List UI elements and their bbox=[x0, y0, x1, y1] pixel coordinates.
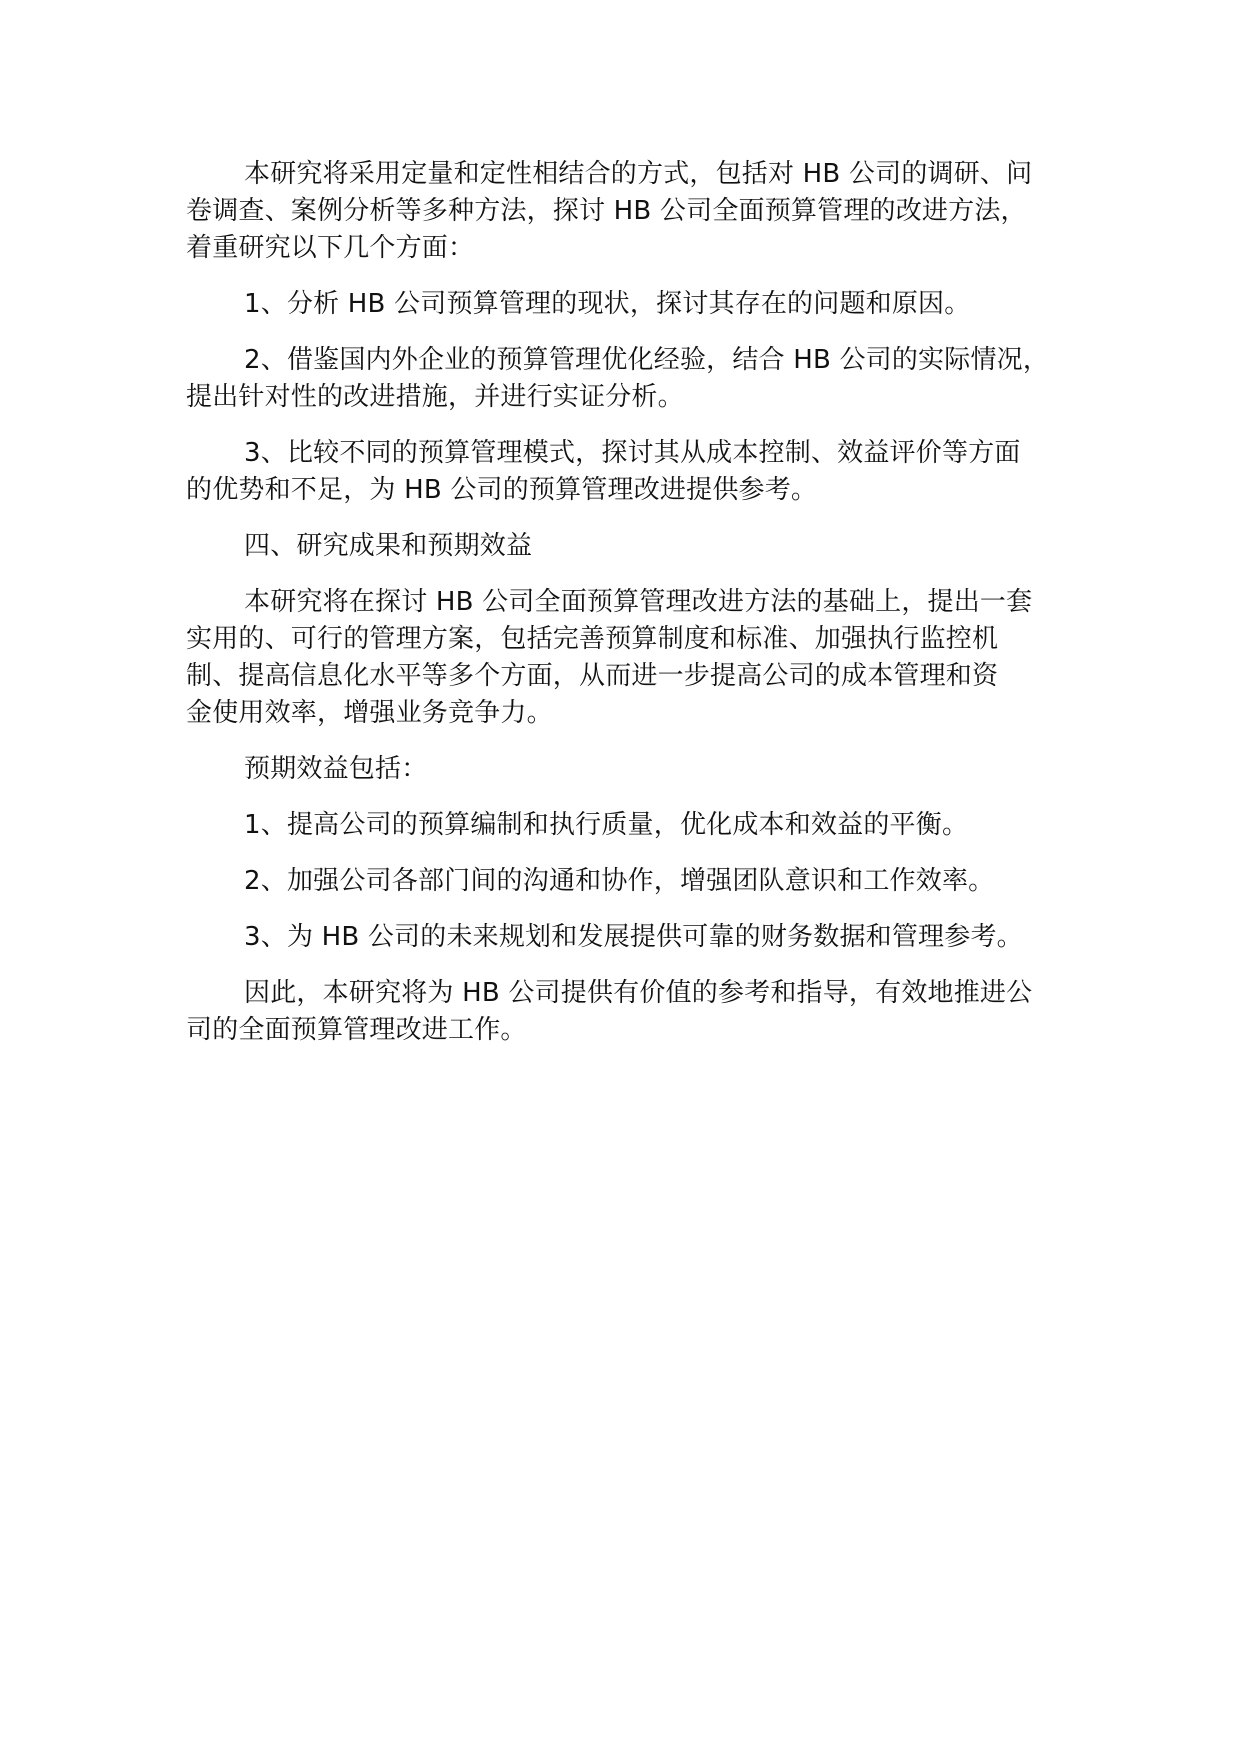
document-body bbox=[186, 156, 1066, 1068]
paragraph-line: 2、加强公司各部门间的沟通和协作，增强团队意识和工作效率。 bbox=[244, 866, 995, 896]
paragraph-conclusion bbox=[186, 975, 1066, 1049]
benefit-item-1 bbox=[186, 807, 1066, 844]
paragraph-line: 的优势和不足，为 HB 公司的预算管理改进提供参考。 bbox=[186, 475, 818, 505]
paragraph-line: 1、分析 HB 公司预算管理的现状，探讨其存在的问题和原因。 bbox=[244, 289, 971, 319]
paragraph-line: 司的全面预算管理改进工作。 bbox=[186, 1015, 527, 1045]
list-item-3 bbox=[186, 435, 1066, 509]
paragraph-line: 卷调查、案例分析等多种方法，探讨 HB 公司全面预算管理的改进方法， bbox=[186, 196, 1027, 226]
paragraph-line: 本研究将采用定量和定性相结合的方式，包括对 HB 公司的调研、问 bbox=[244, 159, 1033, 189]
paragraph-line: 实用的、可行的管理方案，包括完善预算制度和标准、加强执行监控机 bbox=[186, 624, 999, 654]
paragraph-line: 因此，本研究将为 HB 公司提供有价值的参考和指导，有效地推进公 bbox=[244, 978, 1033, 1008]
paragraph-line: 2、借鉴国内外企业的预算管理优化经验，结合 HB 公司的实际情况， bbox=[244, 345, 1050, 375]
list-item-2 bbox=[186, 342, 1066, 416]
benefit-item-2 bbox=[186, 863, 1066, 900]
list-item-1 bbox=[186, 286, 1066, 323]
paragraph-line: 本研究将在探讨 HB 公司全面预算管理改进方法的基础上，提出一套 bbox=[244, 587, 1033, 617]
paragraph-line: 提出针对性的改进措施，并进行实证分析。 bbox=[186, 382, 684, 412]
paragraph-expected-benefits-intro bbox=[186, 751, 1066, 788]
paragraph-line: 1、提高公司的预算编制和执行质量，优化成本和效益的平衡。 bbox=[244, 810, 969, 840]
benefit-item-3 bbox=[186, 919, 1066, 956]
paragraph-line: 制、提高信息化水平等多个方面，从而进一步提高公司的成本管理和资 bbox=[186, 661, 999, 691]
paragraph-research-approach bbox=[186, 156, 1066, 267]
paragraph-line: 着重研究以下几个方面： bbox=[186, 233, 475, 263]
paragraph-line: 3、为 HB 公司的未来规划和发展提供可靠的财务数据和管理参考。 bbox=[244, 922, 1023, 952]
paragraph-research-outcomes bbox=[186, 584, 1066, 732]
paragraph-line: 预期效益包括： bbox=[244, 754, 428, 784]
section-heading bbox=[186, 528, 1066, 565]
paragraph-line: 3、比较不同的预算管理模式，探讨其从成本控制、效益评价等方面 bbox=[244, 438, 1021, 468]
section-heading-text: 四、研究成果和预期效益 bbox=[244, 531, 533, 561]
paragraph-line: 金使用效率，增强业务竞争力。 bbox=[186, 698, 553, 728]
